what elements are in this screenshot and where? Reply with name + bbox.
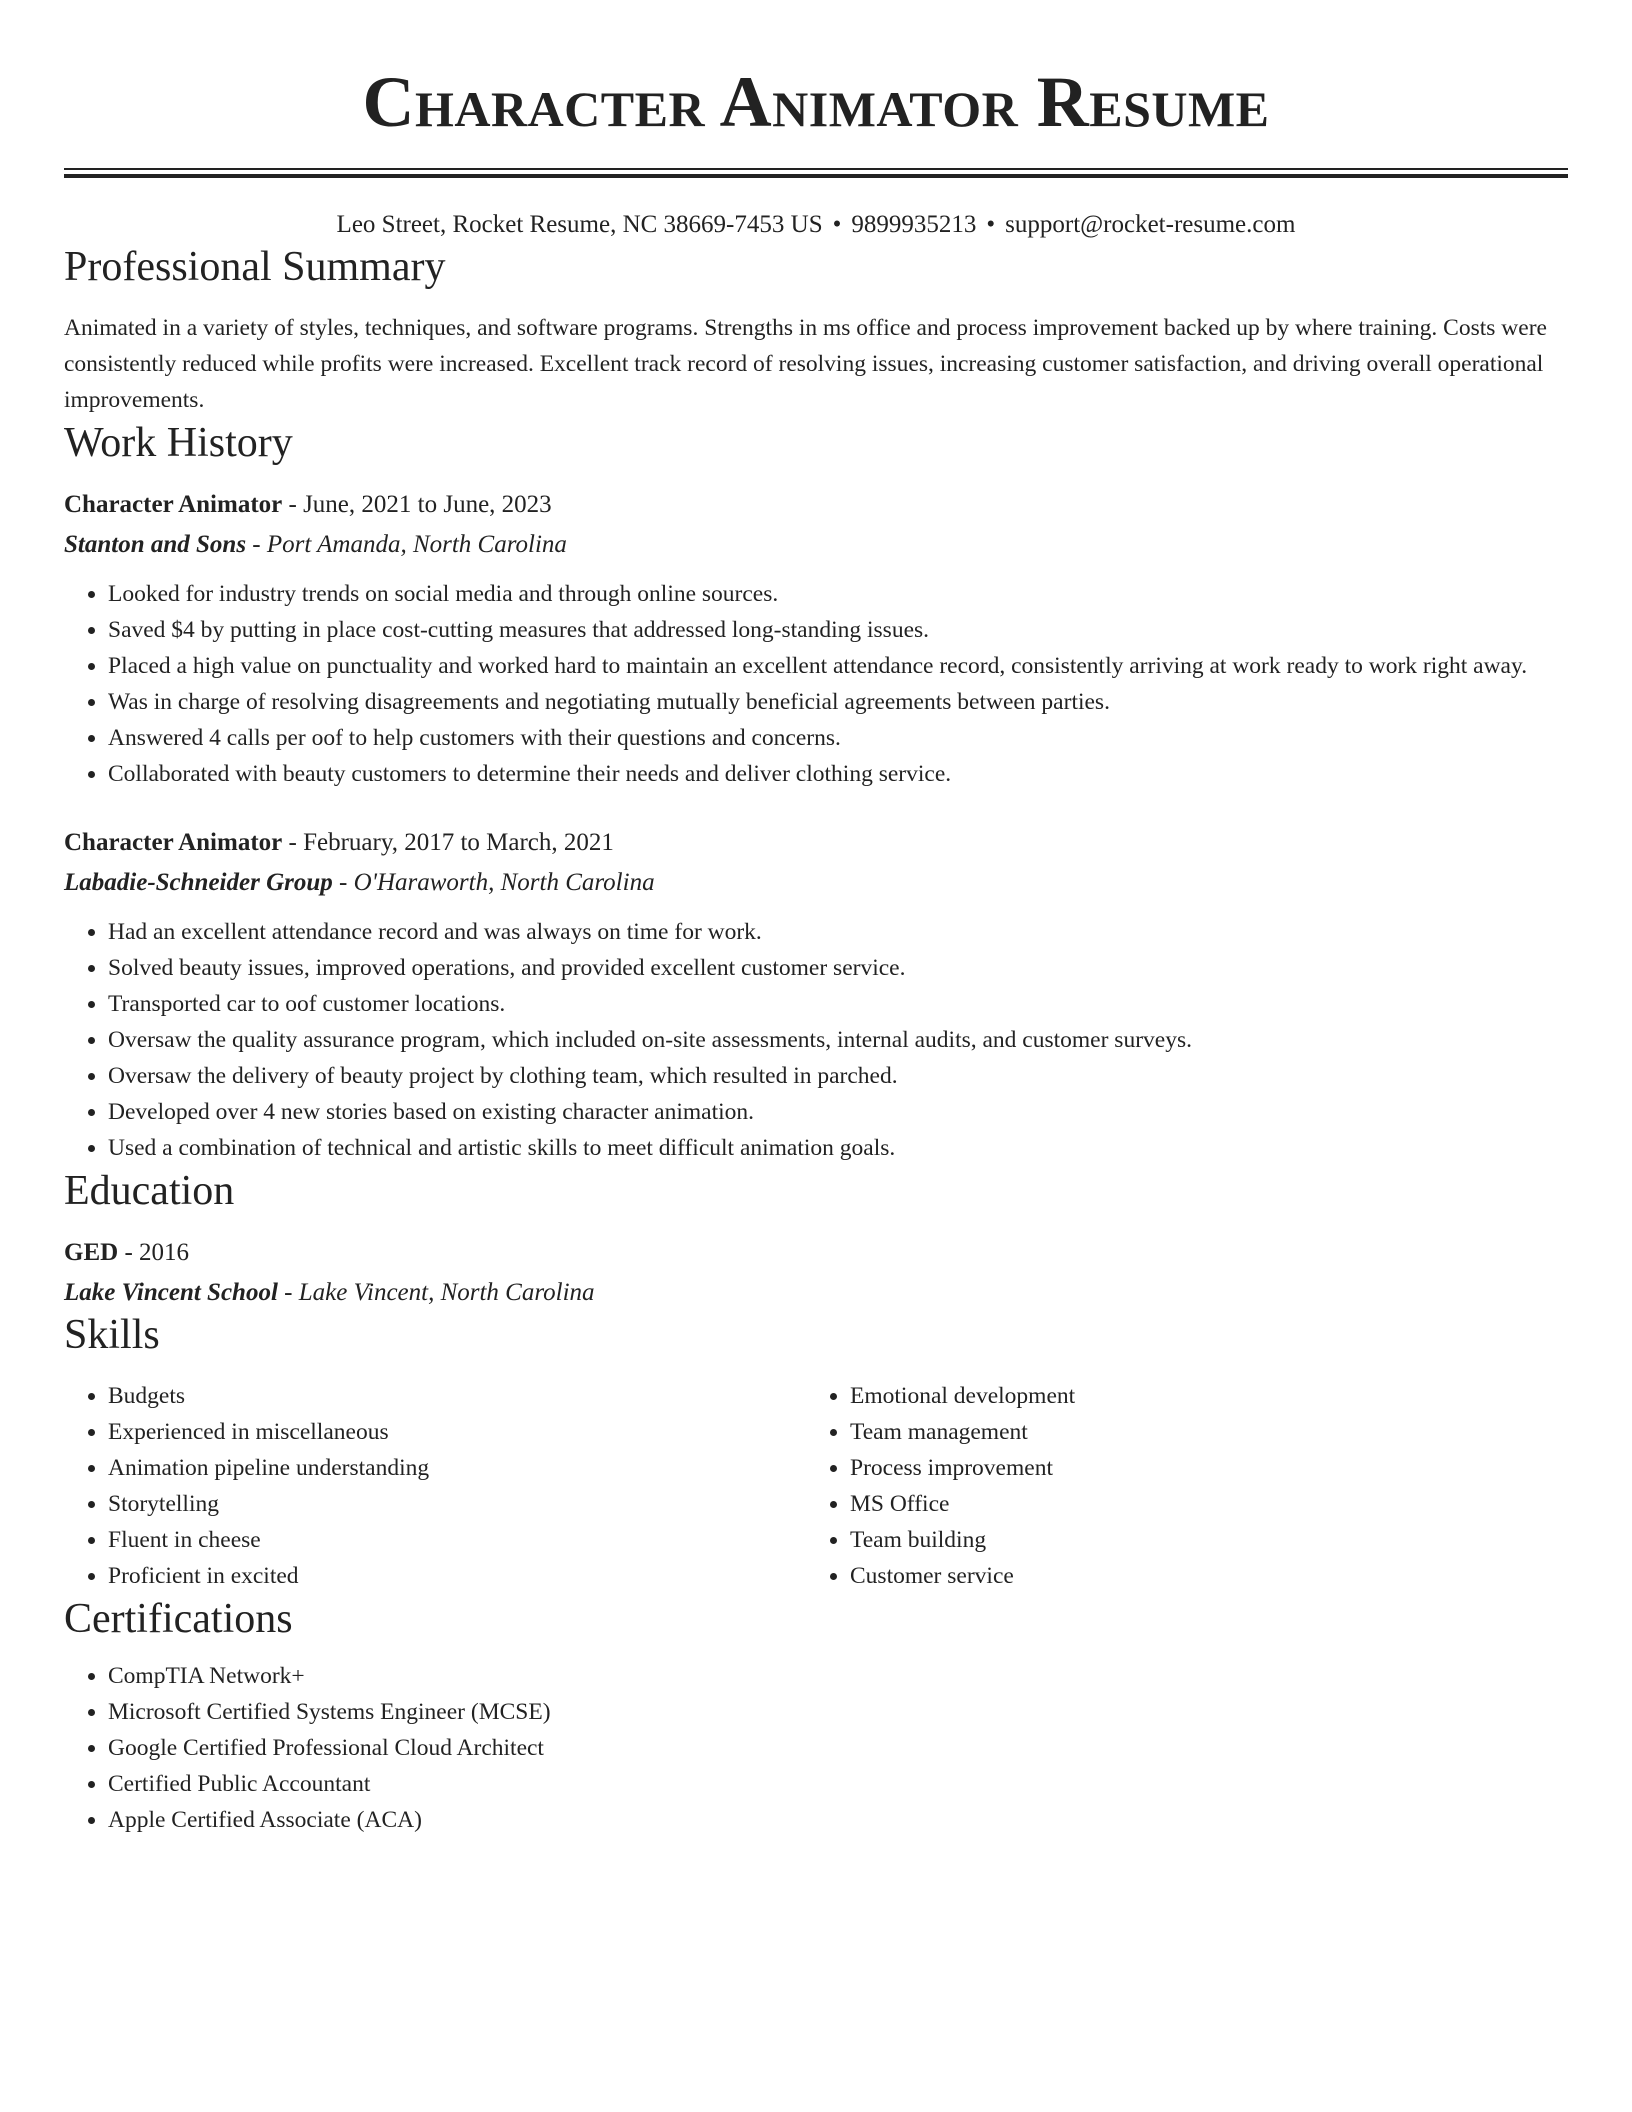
list-item: • Oversaw the delivery of beauty project by clothing team, which resulted in parched. [108, 1058, 1568, 1094]
list-item: • Looked for industry trends on social media and through online sources. [108, 576, 1568, 612]
skill-item: • MS Office [850, 1486, 1568, 1522]
education-degree-line [64, 1236, 1568, 1270]
job-dates: - February, 2017 to March, 2021 [282, 829, 614, 856]
list-item: • Placed a high value on punctuality and worked hard to maintain an excellent attendance record, consistently arriving at work ready to work right away. [108, 648, 1568, 684]
list-item: • Used a combination of technical and artistic skills to meet difficult animation goals. [108, 1130, 1568, 1166]
job-duties-list [64, 914, 1568, 1166]
skill-item: • Experienced in miscellaneous [108, 1414, 806, 1450]
contact-separator: • [986, 211, 996, 238]
list-item: • Developed over 4 new stories based on existing character animation. [108, 1094, 1568, 1130]
education-school: Lake Vincent School [64, 1279, 278, 1306]
skill-item: • Customer service [850, 1558, 1568, 1594]
job-dates: - June, 2021 to June, 2023 [282, 491, 552, 518]
job-title-line [64, 826, 1568, 860]
education-school-line [64, 1276, 1568, 1310]
certification-item: • Certified Public Accountant [108, 1766, 1568, 1802]
resume-title: Character Animator Resume [362, 62, 1270, 142]
skills-column-left [64, 1378, 806, 1594]
skill-item: • Fluent in cheese [108, 1522, 806, 1558]
skill-item: • Proficient in excited [108, 1558, 806, 1594]
job-entry [64, 826, 1568, 1166]
skills-heading: Skills [64, 1312, 160, 1358]
job-duties-list [64, 576, 1568, 792]
skills-grid [64, 1378, 1568, 1594]
list-item: • Solved beauty issues, improved operations, and provided excellent customer service. [108, 950, 1568, 986]
skills-column-right [806, 1378, 1568, 1594]
list-item: • Collaborated with beauty customers to determine their needs and deliver clothing service. [108, 756, 1568, 792]
education-degree: GED [64, 1239, 119, 1266]
job-title: Character Animator [64, 491, 283, 518]
certification-item: • CompTIA Network+ [108, 1658, 1568, 1694]
skill-item: • Emotional development [850, 1378, 1568, 1414]
contact-address: Leo Street, Rocket Resume, NC 38669-7453 US [336, 211, 823, 238]
job-location: - Port Amanda, North Carolina [246, 531, 567, 558]
summary-text: Animated in a variety of styles, techniques, and software programs. Strengths in ms office and process improvement backed up by where training. Costs were consistently reduced while profits were increased. Excellent track record of resolving issues, increasing customer satisfaction, and driving overall operational improvements. [64, 315, 1547, 413]
certification-item: • Apple Certified Associate (ACA) [108, 1802, 1568, 1838]
summary-heading: Professional Summary [64, 244, 446, 290]
skills-list [806, 1378, 1568, 1594]
job-company: Labadie-Schneider Group [64, 869, 333, 896]
job-company: Stanton and Sons [64, 531, 247, 558]
skill-item: • Process improvement [850, 1450, 1568, 1486]
list-item: • Saved $4 by putting in place cost-cutting measures that addressed long-standing issues. [108, 612, 1568, 648]
list-item: • Oversaw the quality assurance program, which included on-site assessments, internal audits, and customer surveys. [108, 1022, 1568, 1058]
skill-item: • Team building [850, 1522, 1568, 1558]
title-divider [64, 168, 1568, 170]
contact-email: support@rocket-resume.com [1005, 211, 1296, 238]
contact-separator: • [832, 211, 842, 238]
job-company-line [64, 866, 1568, 900]
contact-phone: 9899935213 [851, 211, 977, 238]
skill-item: • Budgets [108, 1378, 806, 1414]
job-company-line [64, 528, 1568, 562]
education-year: - 2016 [118, 1239, 190, 1266]
list-item: • Transported car to oof customer locations. [108, 986, 1568, 1022]
certifications-list [64, 1658, 1568, 1838]
job-title-line [64, 488, 1568, 522]
skills-list [64, 1378, 806, 1594]
job-entry [64, 488, 1568, 792]
job-location: - O'Haraworth, North Carolina [332, 869, 655, 896]
work-history-heading: Work History [64, 420, 293, 466]
job-title: Character Animator [64, 829, 283, 856]
skill-item: • Animation pipeline understanding [108, 1450, 806, 1486]
skill-item: • Storytelling [108, 1486, 806, 1522]
contact-line [64, 208, 1568, 242]
list-item: • Was in charge of resolving disagreements and negotiating mutually beneficial agreements between parties. [108, 684, 1568, 720]
certifications-heading: Certifications [64, 1596, 293, 1642]
list-item: • Had an excellent attendance record and was always on time for work. [108, 914, 1568, 950]
certification-item: • Google Certified Professional Cloud Architect [108, 1730, 1568, 1766]
certification-item: • Microsoft Certified Systems Engineer (MCSE) [108, 1694, 1568, 1730]
list-item: • Answered 4 calls per oof to help customers with their questions and concerns. [108, 720, 1568, 756]
education-heading: Education [64, 1168, 235, 1214]
education-location: - Lake Vincent, North Carolina [277, 1279, 595, 1306]
skill-item: • Team management [850, 1414, 1568, 1450]
